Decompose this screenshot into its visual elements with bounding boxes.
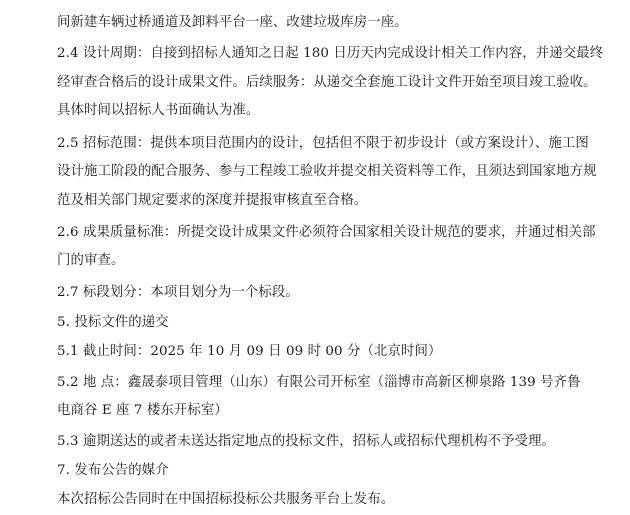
section-2-7-lots: 2.7 标段划分：本项目划分为一个标段。 <box>57 285 299 300</box>
text-line-14: 电商谷 E 座 7 楼东开标室） <box>57 403 228 418</box>
text-line-17: 本次招标公告同时在中国招标投标公共服务平台上发布。 <box>57 492 395 507</box>
section-5-1-deadline: 5.1 截止时间：2025 年 10 月 09 日 09 时 00 分（北京时间） <box>57 344 442 359</box>
text-line-7: 范及相关部门规定要求的深度并提报审核直至合格。 <box>57 193 368 208</box>
section-5-3-late: 5.3 逾期送达的或者未送达指定地点的投标文件，招标人或招标代理机构不予受理。 <box>57 434 556 449</box>
text-line-3: 经审查合格后的设计成果文件。后续服务：从递交全套施工设计文件开始至项目竣工验收。 <box>57 75 597 90</box>
text-line-4: 具体时间以招标人书面确认为准。 <box>57 103 260 118</box>
section-2-6-quality: 2.6 成果质量标准：所提交设计成果文件必须符合国家相关设计规范的要求，并通过相关部 <box>57 225 596 240</box>
text-line-1: 间新建车辆过桥通道及卸料平台一座、改建垃圾库房一座。 <box>57 15 408 30</box>
text-line-6: 设计施工阶段的配合服务、参与工程竣工验收并提交相关资料等工作，且须达到国家地方规 <box>57 164 597 179</box>
section-5-2-location: 5.2 地 点：鑫晟泰项目管理（山东）有限公司开标室（淄博市高新区柳泉路 139 号齐鲁 <box>57 375 581 390</box>
section-2-5-scope: 2.5 招标范围：提供本项目范围内的设计，包括但不限于初步设计（或方案设计）、施工图 <box>57 136 589 151</box>
section-5-heading: 5. 投标文件的递交 <box>57 315 169 330</box>
section-7-heading: 7. 发布公告的媒介 <box>57 463 169 478</box>
text-line-9: 门的审查。 <box>57 253 125 268</box>
section-2-4-design-period: 2.4 设计周期：自接到招标人通知之日起 180 日历天内完成设计相关工作内容，并递交最终 <box>57 46 604 61</box>
